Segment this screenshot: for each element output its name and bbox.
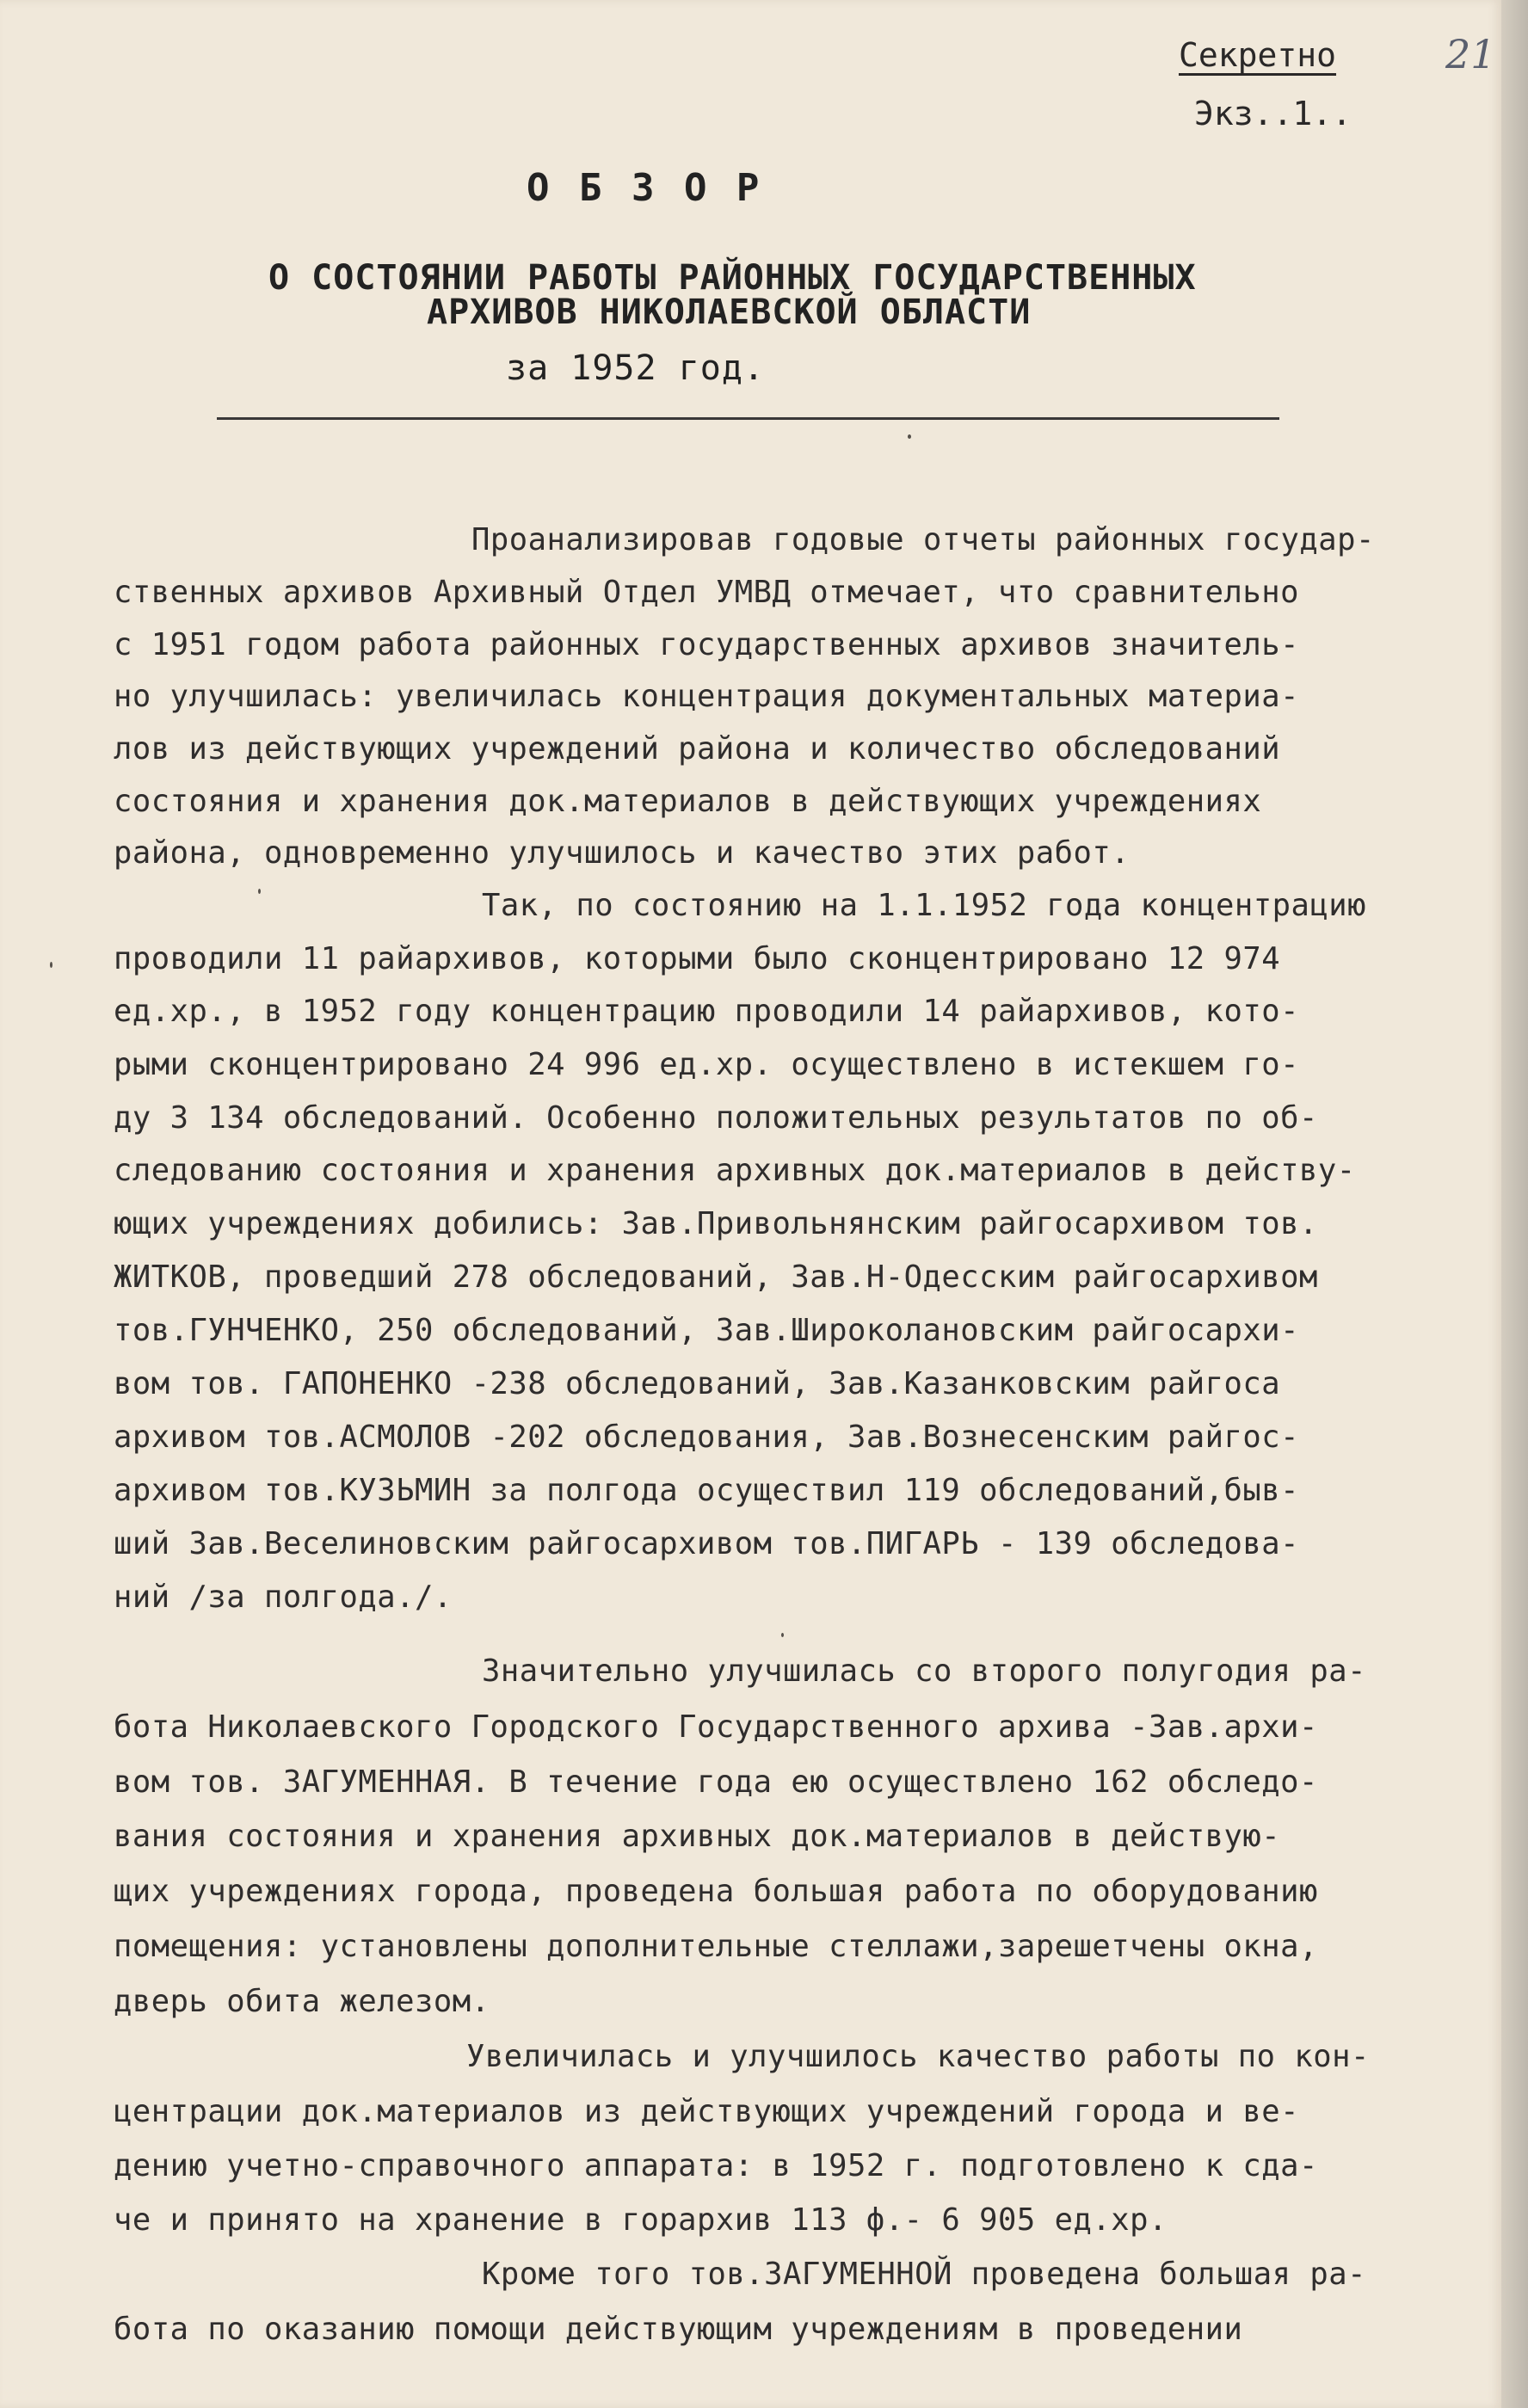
body-line: Увеличилась и улучшилось качество работы по кон- [466,2039,1370,2074]
body-line: состояния и хранения док.материалов в действующих учреждениях [114,784,1262,819]
page-number: 21 [1445,31,1496,77]
body-line: с 1951 годом работа районных государственных архивов значитель- [114,627,1299,662]
body-line: но улучшилась: увеличилась концентрация документальных материа- [114,679,1299,714]
body-line: ющих учреждениях добились: Зав.Привольнянским райгосархивом тов. [114,1206,1318,1241]
paper-speck [908,434,911,439]
paper-speck [781,1633,784,1637]
body-line: следованию состояния и хранения архивных док.материалов в действу- [114,1153,1356,1188]
body-line: бота по оказанию помощи действующим учреждениям в проведении [114,2312,1243,2347]
body-line: че и принято на хранение в горархив 113 ф.- 6 905 ед.хр. [114,2202,1168,2238]
body-line: архивом тов.КУЗЬМИН за полгода осуществил 119 обследований,быв- [114,1473,1299,1508]
body-line: проводили 11 райархивов, которыми было сконцентрировано 12 974 [114,941,1281,976]
body-line: щих учреждениях города, проведена большая работа по оборудованию [114,1874,1318,1909]
body-line: тов.ГУНЧЕНКО, 250 обследований, Зав.Широколановским райгосархи- [114,1313,1299,1348]
document-subtitle-line-2: АРХИВОВ НИКОЛАЕВСКОЙ ОБЛАСТИ [427,293,1032,332]
body-line: вом тов. ГАПОНЕНКО -238 обследований, Зав.Казанковским райгоса [114,1366,1281,1401]
body-line: вания состояния и хранения архивных док.материалов в действую- [114,1819,1281,1854]
body-line: Значительно улучшилась со второго полугодия ра- [482,1654,1367,1689]
body-line: ду 3 134 обследований. Особенно положительных результатов по об- [114,1100,1318,1136]
paper-speck [50,962,52,968]
document-subtitle-line-1: О СОСТОЯНИИ РАБОТЫ РАЙОННЫХ ГОСУДАРСТВЕННЫХ [268,258,1197,298]
body-line: вом тов. ЗАГУМЕННАЯ. В течение года ею осуществлено 162 обследо- [114,1764,1318,1800]
heading-divider [217,417,1279,420]
copy-number-label: Экз..1.. [1194,95,1352,132]
body-line: ний /за полгода./. [114,1580,453,1615]
body-line: центрации док.материалов из действующих учреждений города и ве- [114,2094,1299,2129]
body-line: Так, по состоянию на 1.1.1952 года концентрацию [482,888,1367,923]
body-line: архивом тов.АСМОЛОВ -202 обследования, Зав.Вознесенским райгос- [114,1420,1299,1455]
paper-speck [258,889,261,894]
document-title: О Б З О Р [527,166,763,210]
body-line: района, одновременно улучшилось и качество этих работ. [114,835,1131,871]
body-line: рыми сконцентрировано 24 996 ед.хр. осуществлено в истекшем го- [114,1047,1299,1082]
body-line: ственных архивов Архивный Отдел УМВД отмечает, что сравнительно [114,575,1299,610]
body-line: ед.хр., в 1952 году концентрацию проводили 14 райархивов, кото- [114,994,1299,1029]
classification-label: Секретно [1179,36,1337,74]
body-line: бота Николаевского Городского Государственного архива -Зав.архи- [114,1709,1318,1745]
body-line: ЖИТКОВ, проведший 278 обследований, Зав.Н-Одесским райгосархивом [114,1259,1318,1295]
body-line: дверь обита железом. [114,1984,490,2019]
body-line: дению учетно-справочного аппарата: в 1952 г. подготовлено к сда- [114,2148,1318,2183]
body-line: помещения: установлены дополнительные стеллажи,зарешетчены окна, [114,1929,1318,1964]
body-line: Кроме того тов.ЗАГУМЕННОЙ проведена большая ра- [482,2257,1367,2292]
body-line: лов из действующих учреждений района и количество обследований [114,731,1281,767]
scan-edge-shadow [1501,0,1528,2408]
body-line: Проанализировав годовые отчеты районных государ- [471,522,1375,557]
body-line: ший Зав.Веселиновским райгосархивом тов.ПИГАРЬ - 139 обследова- [114,1526,1299,1561]
document-subtitle-line-3: за 1952 год. [506,348,765,388]
